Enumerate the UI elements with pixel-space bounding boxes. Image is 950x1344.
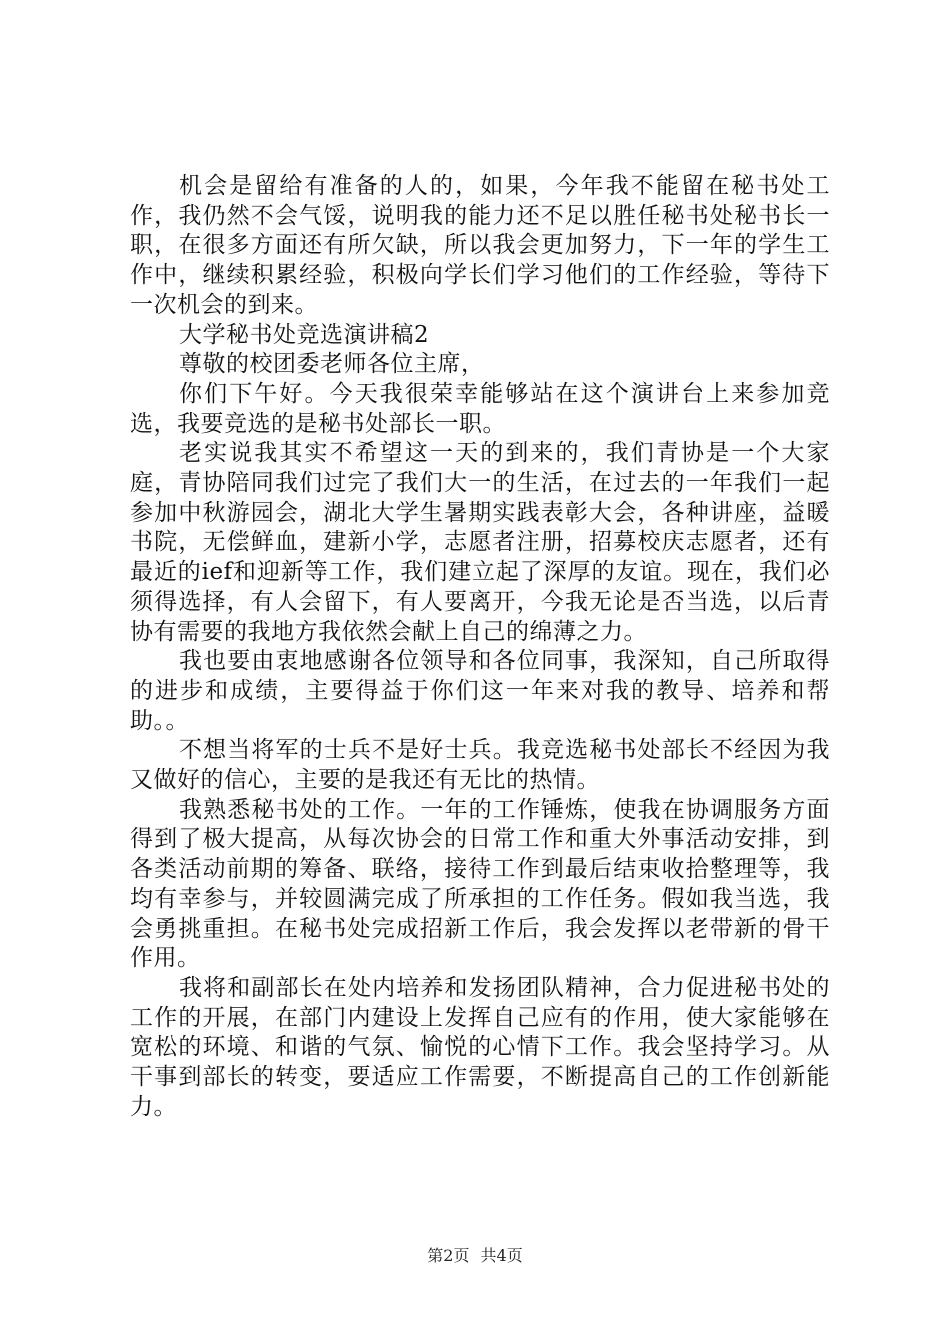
page-total: 共4页 [480,1246,523,1265]
paragraph-team: 我将和副部长在处内培养和发扬团队精神，合力促进秘书处的工作的开展，在部门内建设上发挥自己应有的作用，使大家能够在宽松的环境、和谐的气氛、愉悦的心情下工作。我会坚持学习。从干事到部长的转变，要适应工作需要，不断提高自己的工作创新能力。 [130,974,830,1120]
speech-title: 大学秘书处竞选演讲稿2 [179,321,430,348]
paragraph-greeting: 你们下午好。今天我很荣幸能够站在这个演讲台上来参加竞选，我要竞选的是秘书处部长一职。 [130,380,830,437]
document-body [130,172,830,1123]
salutation: 尊敬的校团委老师各位主席， [179,351,485,378]
paragraph-opportunity: 机会是留给有准备的人的，如果，今年我不能留在秘书处工作，我仍然不会气馁，说明我的能力还不足以胜任秘书处秘书长一职，在很多方面还有所欠缺，所以我会更加努力，下一年的学生工作中，继续积累经验，积极向学长们学习他们的工作经验，等待下一次机会的到来。 [130,173,830,318]
paragraph-familiar: 我熟悉秘书处的工作。一年的工作锤炼，使我在协调服务方面得到了极大提高，从每次协会的日常工作和重大外事活动安排，到各类活动前期的筹备、联络，接待工作到最后结束收拾整理等，我均有幸参与，并较圆满完成了所承担的工作任务。假如我当选，我会勇挑重担。在秘书处完成招新工作后，我会发挥以老带新的骨干作用。 [130,796,830,972]
paragraph-thanks: 我也要由衷地感谢各位领导和各位同事，我深知，自己所取得的进步和成绩，主要得益于你们这一年来对我的教导、培养和帮助。。 [130,648,830,734]
page-number: 第2页 [427,1246,470,1265]
page-footer [0,1243,950,1266]
paragraph-soldier: 不想当将军的士兵不是好士兵。我竞选秘书处部长不经因为我又做好的信心，主要的是我还有无比的热情。 [130,737,830,794]
paragraph-honestly: 老实说我其实不希望这一天的到来的，我们青协是一个大家庭，青协陪同我们过完了我们大一的生活，在过去的一年我们一起参加中秋游园会，湖北大学生暑期实践表彰大会，各种讲座，益暖书院，无偿鲜血，建新小学，志愿者注册，招募校庆志愿者，还有最近的ief和迎新等工作，我们建立起了深厚的友谊。现在，我们必须得选择，有人会留下，有人要离开，今我无论是否当选，以后青协有需要的我地方我依然会献上自己的绵薄之力。 [130,440,830,645]
